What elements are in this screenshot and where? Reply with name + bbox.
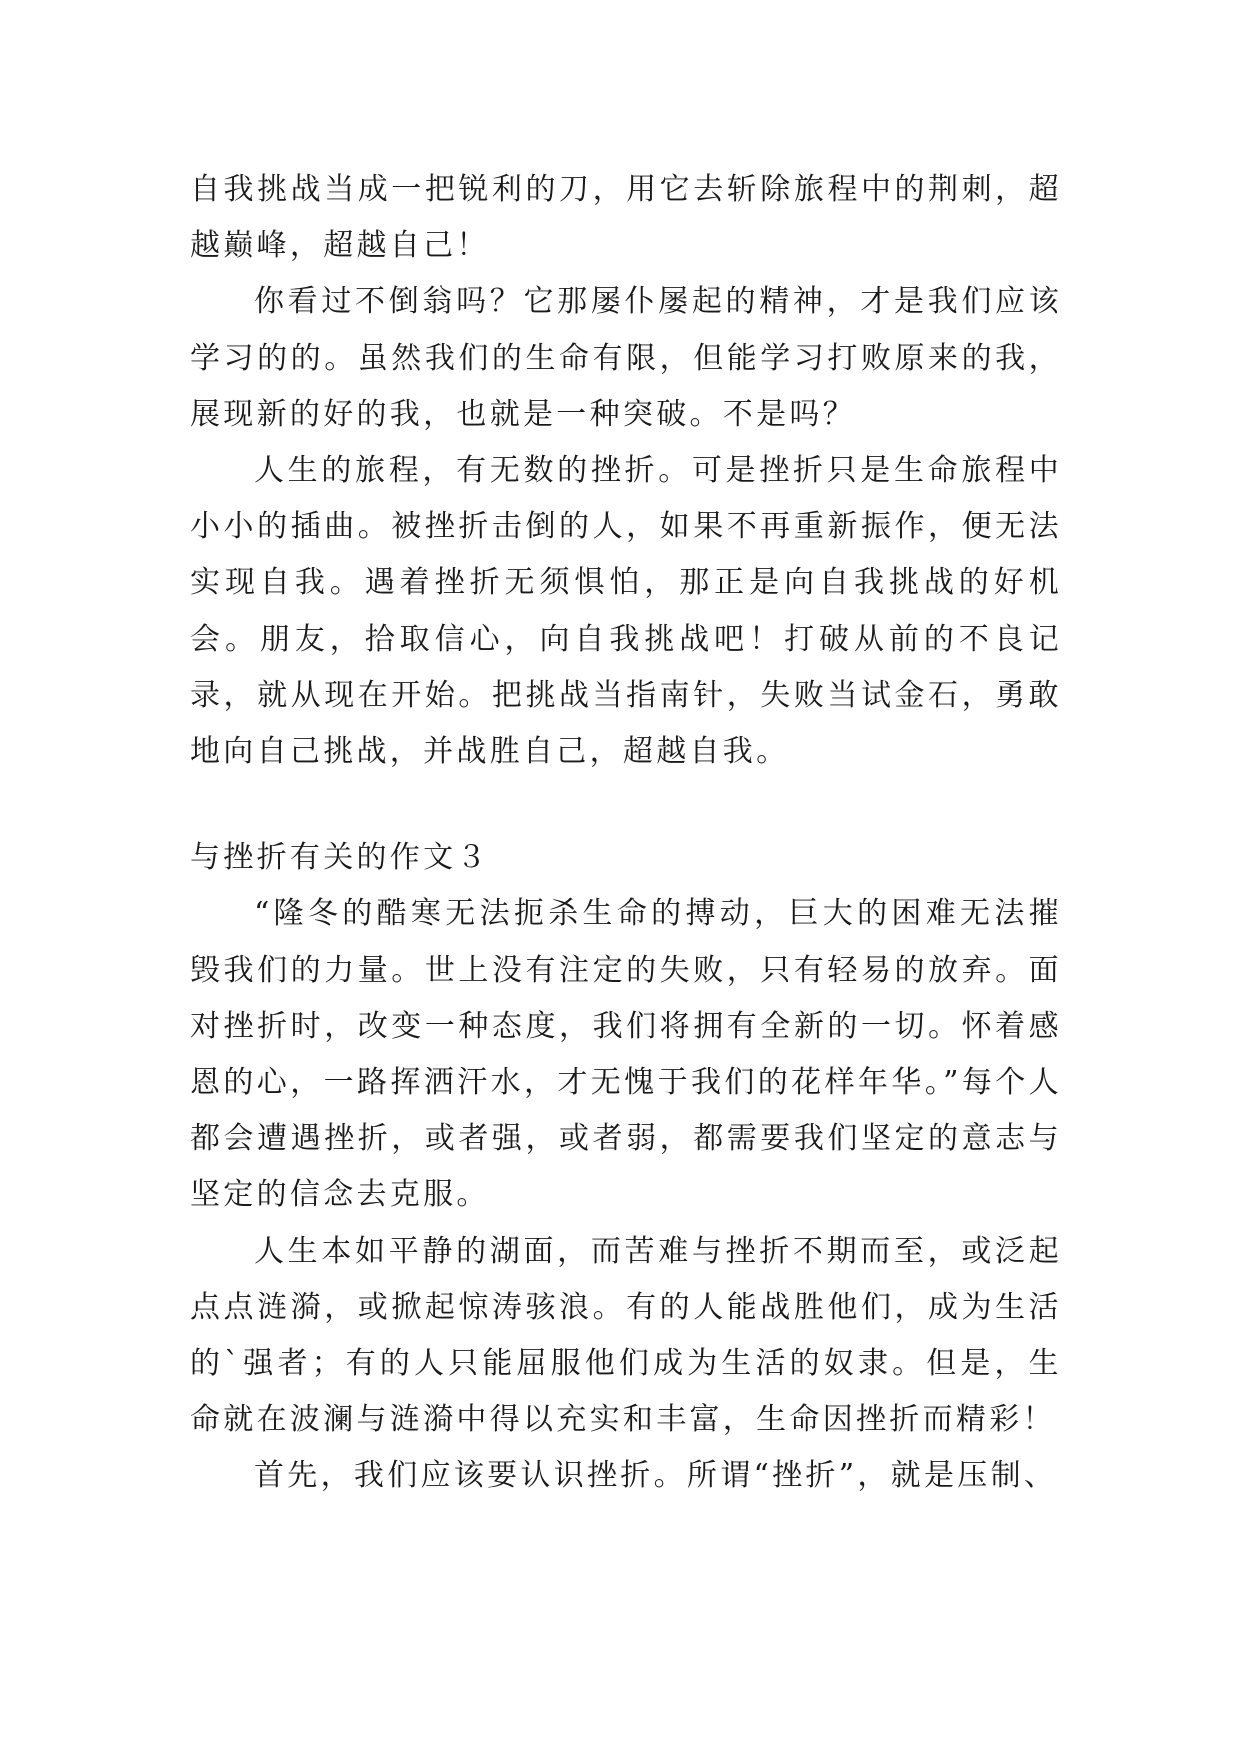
- paragraph: “隆冬的酷寒无法扼杀生命的搏动，巨大的困难无法摧毁我们的力量。世上没有注定的失败，只有轻易的放弃。面对挫折时，改变一种态度，我们将拥有全新的一切。怀着感恩的心，一路挥洒汗水，才无愧于我们的花样年华。”每个人都会遭遇挫折，或者强，或者弱，都需要我们坚定的意志与坚定的信念去克服。: [190, 896, 1062, 1213]
- paragraph: 人生本如平静的湖面，而苦难与挫折不期而至，或泛起点点涟漪，或掀起惊涛骇浪。有的人能战胜他们，成为生活的`强者；有的人只能屈服他们成为生活的奴隶。但是，生命就在波澜与涟漪中得以充实和丰富，生命因挫折而精彩！: [190, 1233, 1062, 1438]
- paragraph: 首先，我们应该要认识挫折。所谓“挫折”，就是压制、: [254, 1458, 1058, 1494]
- section-heading: 与挫折有关的作文３: [190, 840, 490, 876]
- paragraph: 人生的旅程，有无数的挫折。可是挫折只是生命旅程中小小的插曲。被挫折击倒的人，如果不再重新振作，便无法实现自我。遇着挫折无须惧怕，那正是向自我挑战的好机会。朋友，拾取信心，向自我挑战吧！打破从前的不良记录，就从现在开始。把挑战当指南针，失败当试金石，勇敢地向自己挑战，并战胜自己，超越自我。: [190, 453, 1062, 770]
- document-body: [190, 162, 1062, 1505]
- paragraph: 你看过不倒翁吗？它那屡仆屡起的精神，才是我们应该学习的的。虽然我们的生命有限，但能学习打败原来的我，展现新的好的我，也就是一种突破。不是吗？: [190, 284, 1062, 432]
- paragraph: 自我挑战当成一把锐利的刀，用它去斩除旅程中的荆刺，超越巅峰，超越自己！: [190, 172, 1062, 264]
